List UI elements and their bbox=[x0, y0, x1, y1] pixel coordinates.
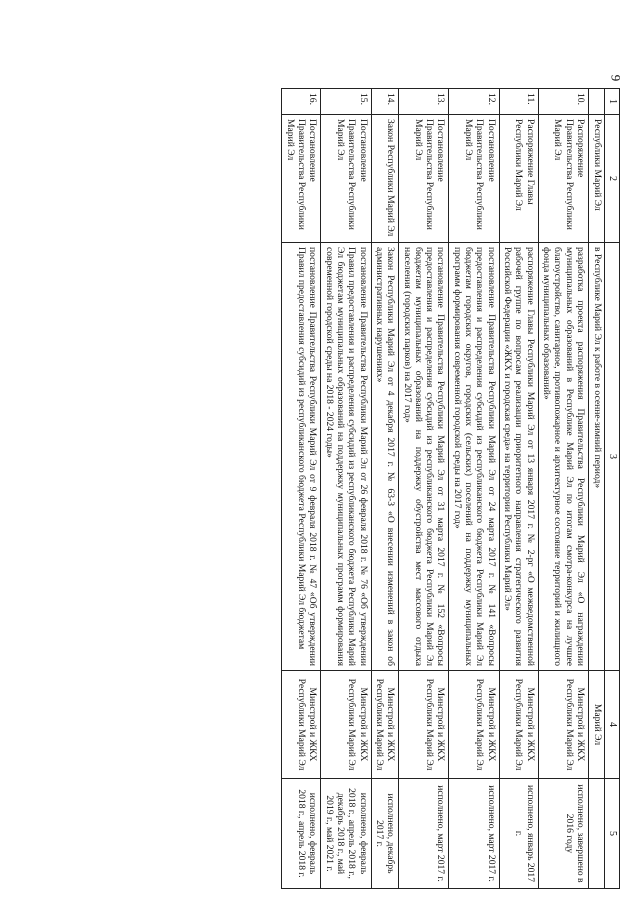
table-row bbox=[538, 89, 588, 889]
table-row bbox=[321, 89, 371, 889]
row-number: 10. bbox=[538, 89, 588, 115]
status: исполнено, март 2017 г. bbox=[399, 779, 449, 889]
row-number: 16. bbox=[282, 89, 321, 115]
measure-description: в Республике Марий Эл к работе в осенне-зимний период» bbox=[588, 243, 604, 671]
table-row bbox=[499, 89, 538, 889]
executor: Минстрой и ЖКХ Республики Марий Эл bbox=[282, 671, 321, 779]
document-type: Постановление Правительства Республики Марий Эл bbox=[449, 115, 499, 243]
column-number-1: 1 bbox=[605, 89, 620, 115]
column-number-2: 2 bbox=[605, 115, 620, 243]
status: исполнено, завершено в 2016 году bbox=[538, 779, 588, 889]
column-number-5: 5 bbox=[605, 779, 620, 889]
table-row bbox=[399, 89, 449, 889]
measures-table bbox=[281, 88, 620, 889]
measure-description: постановление Правительства Республики Марий Эл от 9 февраля 2018 г. № 47 «Об утверждении Правил предоставления субсидий из республиканского бюджета Республики Марий Эл бюджетам bbox=[282, 243, 321, 671]
executor: Марий Эл bbox=[588, 671, 604, 779]
row-number: 14. bbox=[371, 89, 399, 115]
table-row bbox=[449, 89, 499, 889]
executor: Минстрой и ЖКХ Республики Марий Эл bbox=[321, 671, 371, 779]
executor: Минстрой и ЖКХ Республики Марий Эл bbox=[449, 671, 499, 779]
row-number: 11. bbox=[499, 89, 538, 115]
document-type: Постановление Правительства Республики Марий Эл bbox=[399, 115, 449, 243]
executor: Минстрой и ЖКХ Республики Марий Эл bbox=[538, 671, 588, 779]
status: исполнено, февраль 2018 г., апрель 2018 г. bbox=[282, 779, 321, 889]
table-row-carry-over bbox=[588, 89, 604, 889]
column-number-4: 4 bbox=[605, 671, 620, 779]
status bbox=[588, 779, 604, 889]
column-number-3: 3 bbox=[605, 243, 620, 671]
document-type: Распоряжение Главы Республики Марий Эл bbox=[499, 115, 538, 243]
table-row bbox=[282, 89, 321, 889]
measure-description: постановление Правительства Республики Марий Эл от 26 февраля 2018 г. № 76 «Об утверждении Правил предоставления и распределения субсидий из республиканского бюджета Республики Марий Эл бюджетам муниципальных образований на поддержку муниципальных программ формирования современной городской среды на 2018 - 2024 годы» bbox=[321, 243, 371, 671]
page-number: 9 bbox=[608, 74, 624, 82]
measure-description: постановление Правительства Республики Марий Эл от 31 марта 2017 г. № 152 «Вопросы предоставления и распределения субсидий из республиканского бюджета Республики Марий Эл бюджетам муниципальных образований на поддержку обустройства мест массового отдыха населения (городских парков) на 2017 год» bbox=[399, 243, 449, 671]
measure-description: постановление Правительства Республики Марий Эл от 24 марта 2017 г. № 141 «Вопросы предоставления и распределения субсидий из республиканского бюджета Республики Марий Эл бюджетам городских округов, городских (сельских) поселений на поддержку муниципальных программ формирования современной городской среды на 2017 год» bbox=[449, 243, 499, 671]
measure-description: Закон Республики Марий Эл от 4 декабря 2017 г. № 63-З «О внесении изменений в закон об административных нарушениях» bbox=[371, 243, 399, 671]
status: исполнено, март 2017 г. bbox=[449, 779, 499, 889]
row-number: 12. bbox=[449, 89, 499, 115]
document-type: Распоряжение Правительства Республики Марий Эл bbox=[538, 115, 588, 243]
document-type: Закон Республики Марий Эл bbox=[371, 115, 399, 243]
row-number bbox=[588, 89, 604, 115]
document-type: Постановление Правительства Республики Марий Эл bbox=[282, 115, 321, 243]
status: исполнено, февраль 2018 г., апрель 2018 г., декабрь 2018 г., май 2019 г., май 2021 г. bbox=[321, 779, 371, 889]
measure-description: разработка проекта распоряжения Правительства Республики Марий Эл «О награждении муниципальных образований в Республике Марий Эл по итогам смотра-конкурса на лучшее благоустройство, санитарное, противопожарное и архитектурное состояние территорий и жилищного фонда муниципальных образований» bbox=[538, 243, 588, 671]
row-number: 15. bbox=[321, 89, 371, 115]
column-number-row bbox=[605, 89, 620, 889]
document-type: Постановление Правительства Республики Марий Эл bbox=[321, 115, 371, 243]
status: исполнено, январь 2017 г. bbox=[499, 779, 538, 889]
table-row bbox=[371, 89, 399, 889]
measure-description: распоряжение Главы Республики Марий Эл от 13 января 2017 г. № 2-рг «О межведомственной рабочей группе по вопросам реализации приоритетного направления стратегического развития Российской Федерации «ЖКХ и городская среда» на территории Республики Марий Эл» bbox=[499, 243, 538, 671]
executor: Минстрой и ЖКХ Республики Марий Эл bbox=[371, 671, 399, 779]
document-sheet bbox=[100, 88, 620, 888]
document-type: Республики Марий Эл bbox=[588, 115, 604, 243]
row-number: 13. bbox=[399, 89, 449, 115]
executor: Минстрой и ЖКХ Республики Марий Эл bbox=[399, 671, 449, 779]
executor: Минстрой и ЖКХ Республики Марий Эл bbox=[499, 671, 538, 779]
status: исполнено, декабрь 2017 г. bbox=[371, 779, 399, 889]
